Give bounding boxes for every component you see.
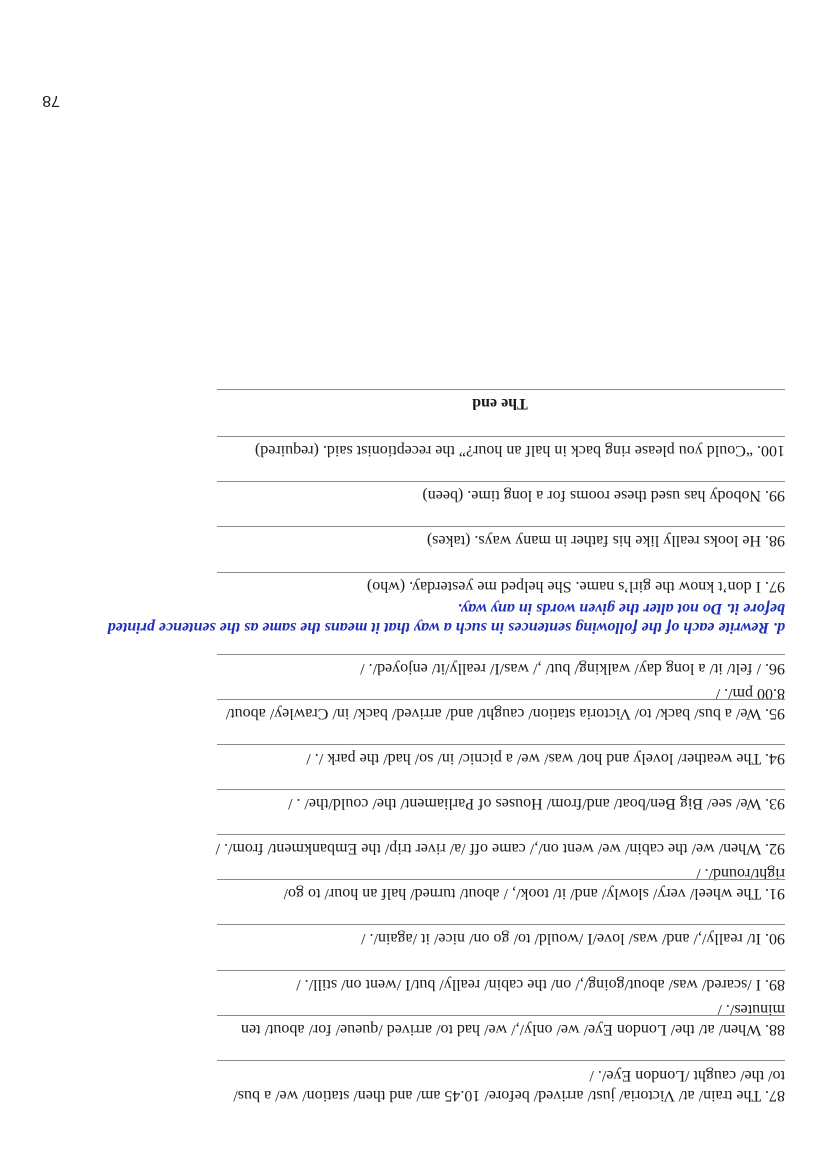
- answer-line: [217, 1060, 785, 1061]
- answer-line: [217, 744, 785, 745]
- exercise-item: 98. He looks really like his father in many ways. (takes): [426, 532, 785, 549]
- exercise-item: 95. We/ a bus/ back/ to/ Victoria station/ caught/ and/ arrived/ back/ in/ Crawley/ about/ 8.00 pm/. /: [225, 685, 785, 722]
- page-number: 78: [42, 92, 60, 109]
- exercise-item: 94. The weather/ lovely and hot/ was/ we/ a picnic/ in/ so/ had/ the park /. /: [306, 750, 785, 767]
- exercise-item: 89. I /scared/ was/ about/going/,/ on/ the cabin/ really/ but/I /went on/ still/. /: [296, 976, 785, 993]
- answer-line: [217, 699, 785, 700]
- exercise-item: 96. / felt/ it/ a long day/ walking/ but/ ,/ was/I/ really/it/ enjoyed/. /: [360, 660, 785, 677]
- answer-line: [217, 654, 785, 655]
- answer-line: [217, 572, 785, 573]
- answer-line: [217, 526, 785, 527]
- exercise-item: 99. Nobody has used these rooms for a long time. (been): [422, 487, 785, 504]
- answer-line: [217, 1015, 785, 1016]
- exercise-item: 97. I don’t know the girl’s name. She helped me yesterday. (who): [366, 578, 785, 595]
- exercise-item: 88. When/ at/ the/ London Eye/ we/ only/,/ we/ had to/ arrived /queue/ for/ about/ ten minutes/. /: [240, 1001, 785, 1038]
- exercise-item: 100. “Could you please ring back in half an hour?” the receptionist said. (required): [254, 442, 785, 459]
- exercise-item: 92. When/ we/ the cabin/ we/ went on/,/ came off /a/ river trip/ the Embankment/ from/. /: [215, 840, 785, 857]
- answer-line: [217, 481, 785, 482]
- answer-line: [217, 789, 785, 790]
- end-heading: The end: [472, 395, 528, 412]
- answer-line: [217, 389, 785, 390]
- answer-line: [217, 436, 785, 437]
- answer-line: [217, 970, 785, 971]
- exercise-item: 91. The wheel/ very/ slowly/ and/ it/ took/, / about/ turned/ half an hour/ to go/ right/round/. /: [283, 865, 785, 902]
- answer-line: [217, 924, 785, 925]
- exercise-item: 90. It/ really/,/ and/ was/ love/I /would/ to/ go on/ nice/ it /again/. /: [361, 930, 785, 947]
- exercise-item: 93. We/ see/ Big Ben/boat/ and/from/ Houses of Parliament/ the/ could/the/ . /: [288, 795, 785, 812]
- answer-line: [217, 834, 785, 835]
- section-d-instruction: d. Rewrite each of the following sentences in such a way that it means the same as the sentence printed before it. Do not alter the given words in any way.: [107, 600, 785, 636]
- answer-line: [217, 879, 785, 880]
- exercise-item: 87. The train/ at/ Victoria/ just/ arrived/ before/ 10.45 am/ and then/ station/ we/ a bus/ to/ the/ caught /London Eye/. /: [233, 1067, 785, 1104]
